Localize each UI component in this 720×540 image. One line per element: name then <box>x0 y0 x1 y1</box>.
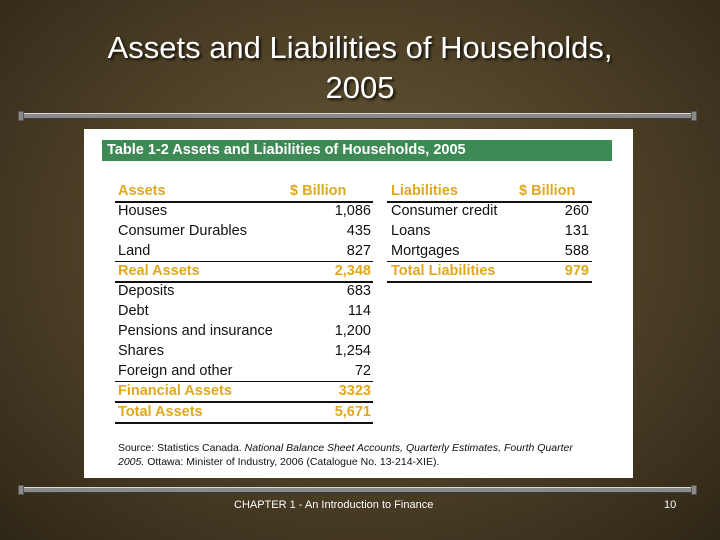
liability-value: 588 <box>564 243 589 259</box>
table-panel <box>84 129 633 478</box>
page-number: 10 <box>664 499 677 511</box>
table-row <box>84 381 633 401</box>
asset-label: Consumer Durables <box>118 223 247 239</box>
asset-value: 1,086 <box>334 203 371 219</box>
total-assets-label: Total Assets <box>118 404 203 420</box>
asset-label: Foreign and other <box>118 363 233 379</box>
slide-title-line2: 2005 <box>325 70 395 105</box>
liability-label: Loans <box>391 223 431 239</box>
liabilities-header: Liabilities <box>391 183 458 199</box>
asset-label: Debt <box>118 303 149 319</box>
asset-value: 114 <box>347 303 371 319</box>
assets-unit-header: $ Billion <box>290 183 347 199</box>
asset-label: Deposits <box>118 283 175 299</box>
liability-value: 260 <box>564 203 589 219</box>
asset-value: 827 <box>346 243 371 259</box>
source-title: National Balance Sheet Accounts, Quarterly Estimates, Fourth Quarter 2005. <box>118 442 573 468</box>
assets-header: Assets <box>118 183 166 199</box>
liability-label: Consumer credit <box>391 203 498 219</box>
liabilities-unit-header: $ Billion <box>519 183 576 199</box>
table-row <box>84 201 633 221</box>
asset-label: Houses <box>118 203 168 219</box>
slide-title <box>0 28 720 108</box>
real-assets-value: 2,348 <box>334 263 371 279</box>
total-assets-value: 5,671 <box>334 404 371 420</box>
asset-value: 1,200 <box>334 323 371 339</box>
total-liabilities-value: 979 <box>564 263 589 279</box>
table-row <box>84 261 633 281</box>
footer-chapter: CHAPTER 1 - An Introduction to Finance <box>234 499 434 511</box>
table-row <box>84 241 633 261</box>
liability-value: 131 <box>564 223 589 239</box>
table-row <box>84 341 633 361</box>
top-divider <box>20 113 695 119</box>
source-note <box>118 441 588 469</box>
table-header-row <box>84 181 633 201</box>
table-row <box>84 221 633 241</box>
source-suffix: Ottawa: Minister of Industry, 2006 (Catalogue No. 13-214-XIE). <box>144 456 440 468</box>
table-row <box>84 301 633 321</box>
table-caption: Table 1-2 Assets and Liabilities of Households, 2005 <box>102 140 612 161</box>
table-row <box>84 321 633 341</box>
total-liabilities-label: Total Liabilities <box>391 263 496 279</box>
rule-after-total <box>115 422 373 424</box>
asset-value: 1,254 <box>334 343 371 359</box>
asset-value: 683 <box>346 283 371 299</box>
financial-assets-label: Financial Assets <box>118 383 232 399</box>
slide-title-line1: Assets and Liabilities of Households, <box>107 30 613 65</box>
asset-value: 435 <box>346 223 371 239</box>
source-prefix: Source: Statistics Canada. <box>118 442 245 454</box>
asset-value: 72 <box>354 363 371 379</box>
asset-label: Pensions and insurance <box>118 323 273 339</box>
asset-label: Shares <box>118 343 164 359</box>
liability-label: Mortgages <box>391 243 460 259</box>
table-row <box>84 402 633 422</box>
asset-label: Land <box>118 243 151 259</box>
bottom-divider <box>20 487 695 493</box>
real-assets-label: Real Assets <box>118 263 200 279</box>
table-row <box>84 281 633 301</box>
table-row <box>84 361 633 381</box>
financial-assets-value: 3323 <box>338 383 371 399</box>
